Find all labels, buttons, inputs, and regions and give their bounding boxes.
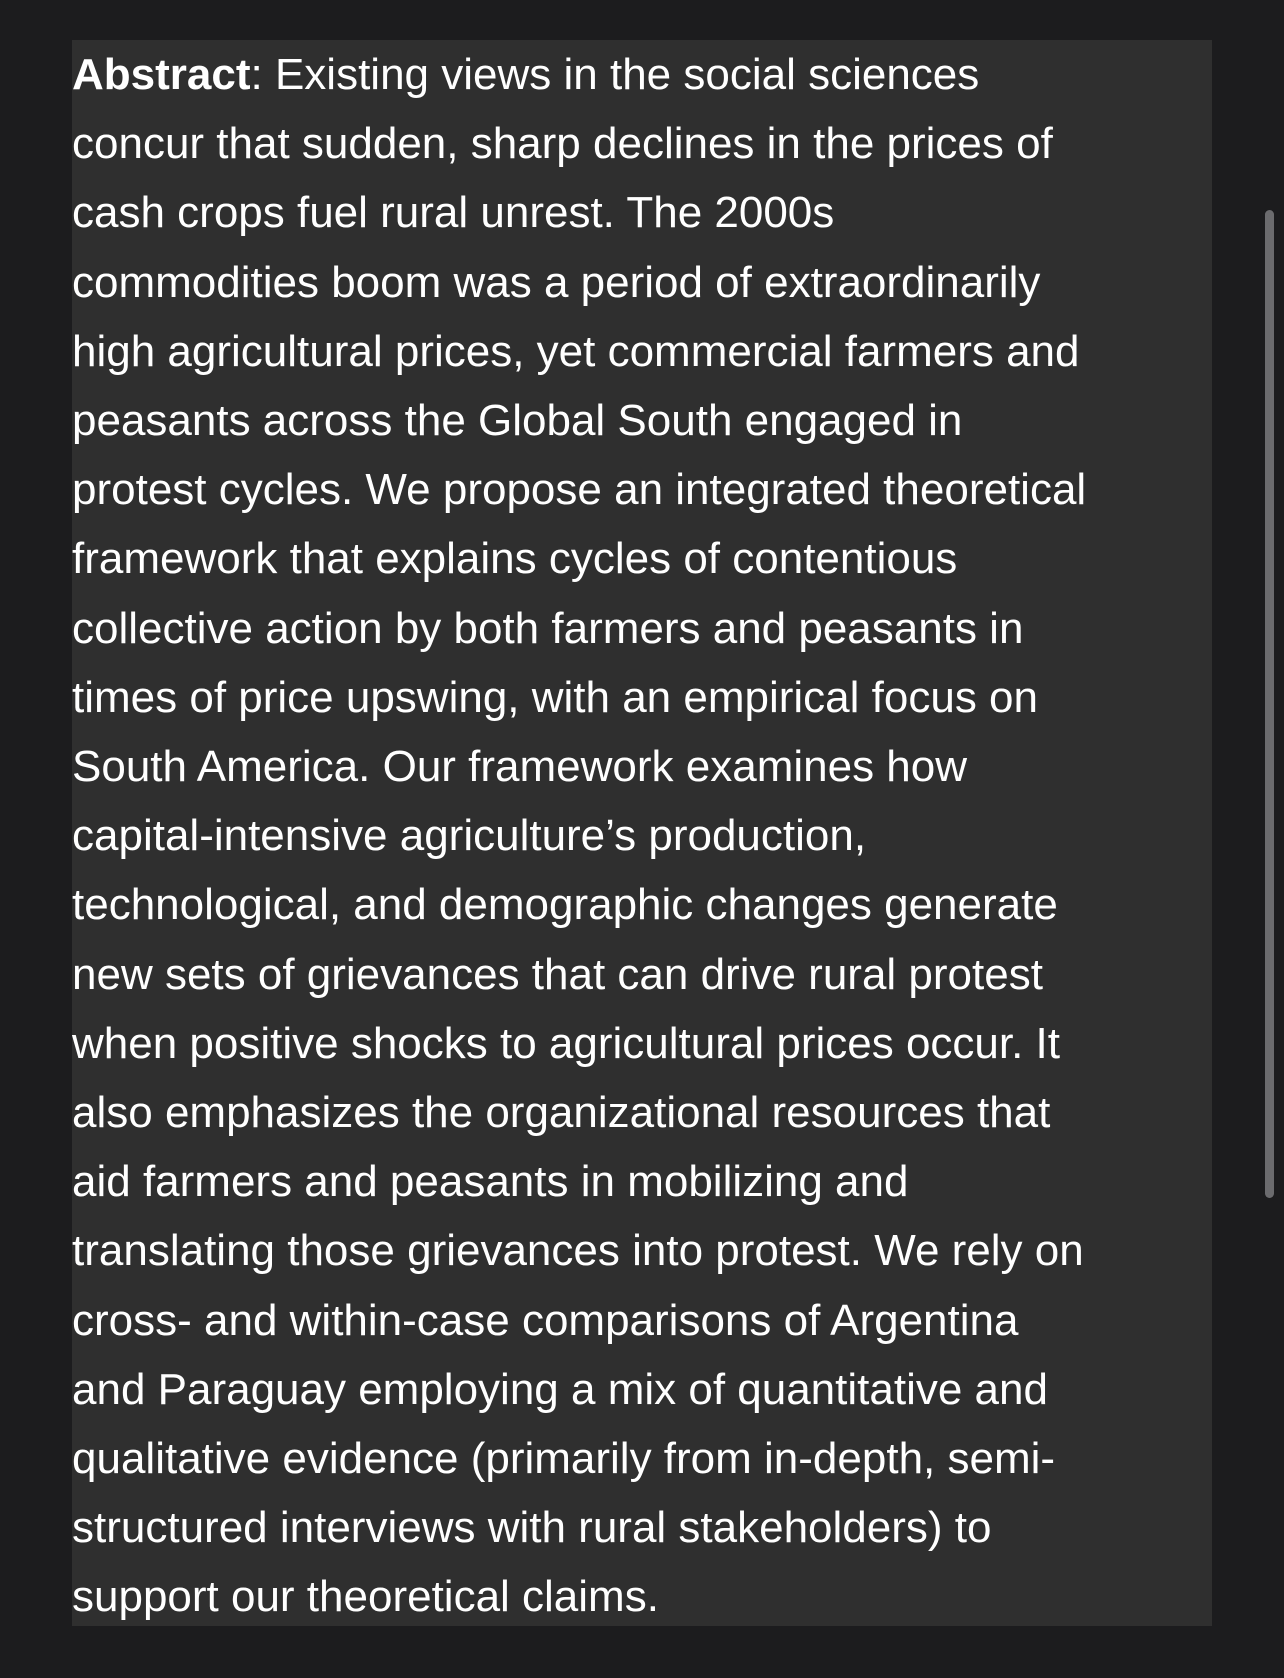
abstract-line: commodities boom was a period of extraordinarily [72,257,1041,307]
abstract-line: qualitative evidence (primarily from in-depth, semi- [72,1434,1056,1484]
abstract-paragraph[interactable] [72,40,1222,1632]
abstract-line: also emphasizes the organizational resources that [72,1088,1051,1138]
abstract-line: high agricultural prices, yet commercial farmers and [72,326,1080,376]
abstract-label-separator: : [250,50,263,99]
abstract-line: framework that explains cycles of contentious [72,534,958,584]
abstract-line: support our theoretical claims. [72,1572,659,1622]
abstract-line: protest cycles. We propose an integrated theoretical [72,465,1087,515]
abstract-line [72,40,1222,109]
abstract-line: South America. Our framework examines how [72,742,968,792]
abstract-line: capital-intensive agriculture’s production, [72,811,867,861]
abstract-line: concur that sudden, sharp declines in the prices of [72,119,1053,169]
abstract-line: collective action by both farmers and peasants in [72,603,1024,653]
abstract-line: cross- and within-case comparisons of Argentina [72,1295,1019,1345]
abstract-line: new sets of grievances that can drive rural protest [72,949,1043,999]
abstract-line: translating those grievances into protest. We rely on [72,1226,1084,1276]
abstract-line: aid farmers and peasants in mobilizing and [72,1157,909,1207]
abstract-label: Abstract [72,50,251,99]
abstract-line: times of price upswing, with an empirical focus on [72,672,1038,722]
abstract-line: when positive shocks to agricultural prices occur. It [72,1018,1061,1068]
abstract-line: cash crops fuel rural unrest. The 2000s [72,188,835,238]
abstract-line-text: Existing views in the social sciences [262,50,980,99]
abstract-line: technological, and demographic changes generate [72,880,1058,930]
abstract-selection-highlight[interactable] [72,40,1212,1626]
abstract-line: and Paraguay employing a mix of quantitative and [72,1364,1048,1414]
abstract-line: peasants across the Global South engaged in [72,396,963,446]
vertical-scrollbar[interactable] [1265,210,1274,1198]
abstract-line: structured interviews with rural stakeholders) to [72,1503,992,1553]
